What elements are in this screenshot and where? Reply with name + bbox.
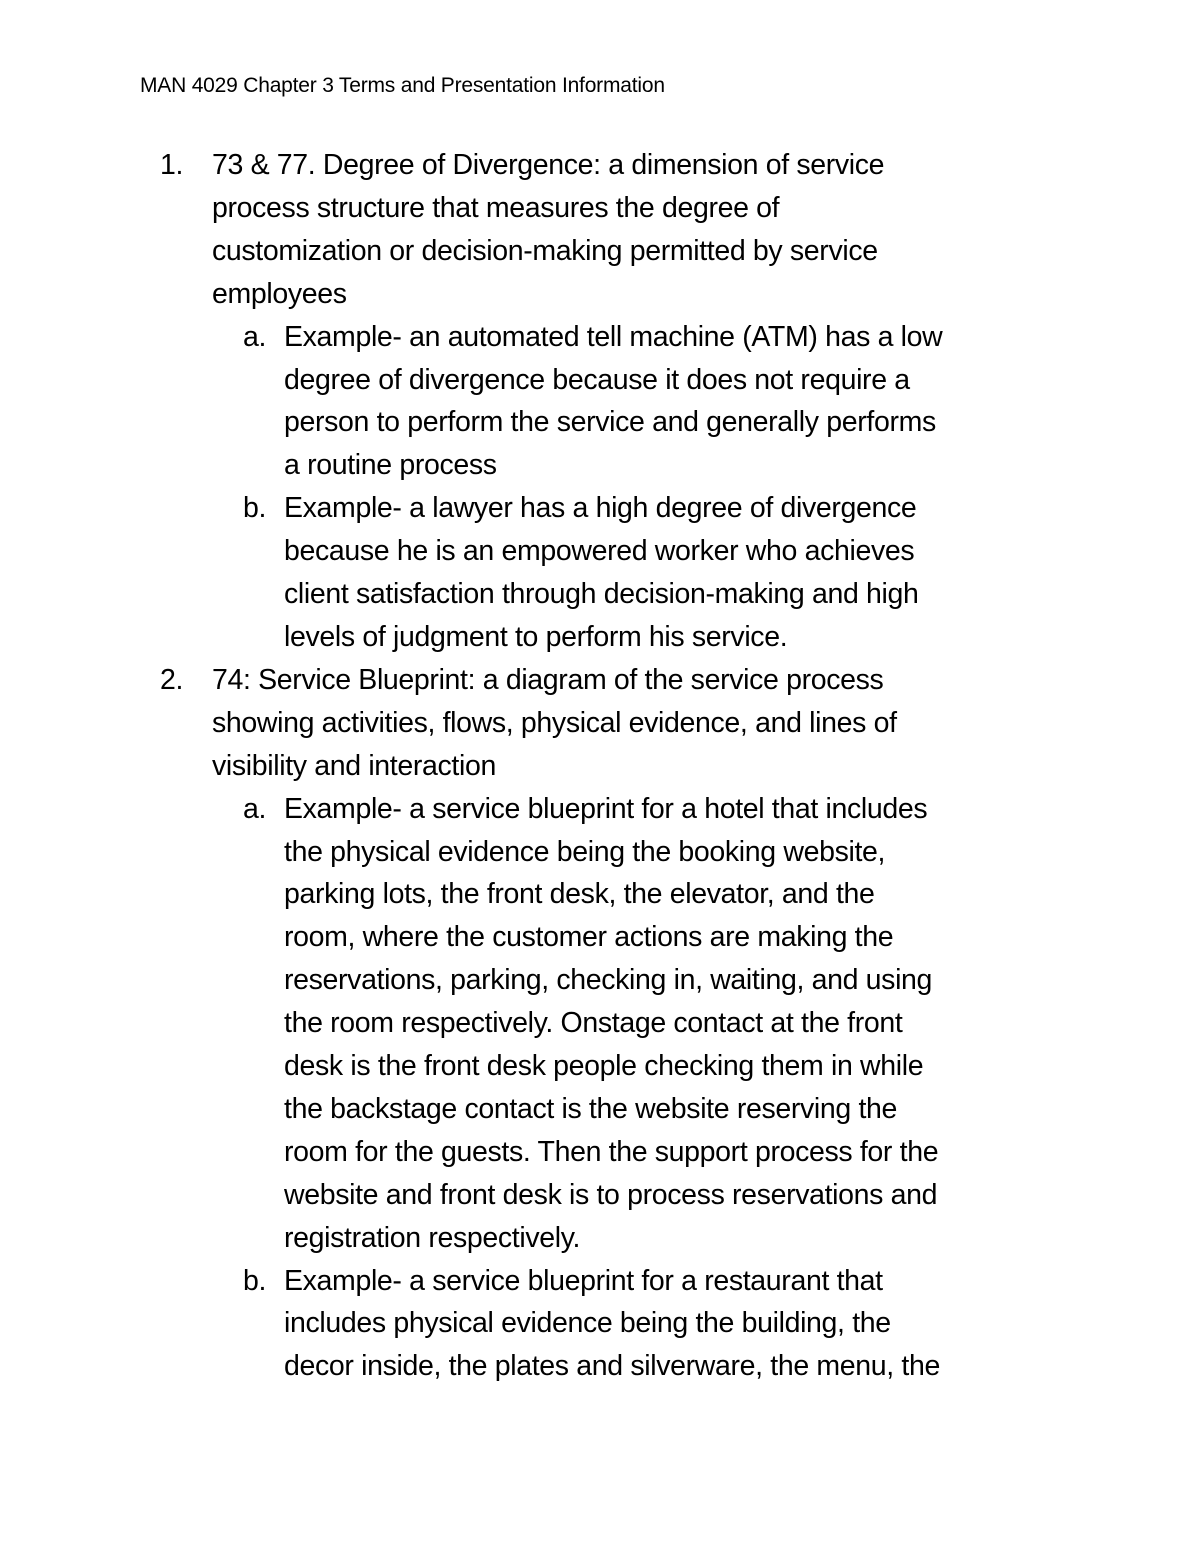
sub-item-1a [243,316,1060,488]
text-line: Example- a lawyer has a high degree of divergence [284,492,917,525]
text-line: reservations, parking, checking in, waiting, and using [284,964,933,997]
text-line: Example- a service blueprint for a hotel that includes [284,792,928,825]
list-item-2 [160,659,1060,1388]
text-line: decor inside, the plates and silverware, the menu, the [284,1350,940,1383]
text-line: the room respectively. Onstage contact at the front [284,1007,903,1040]
text-line: desk is the front desk people checking them in while [284,1050,924,1083]
sub-list [243,788,1060,1389]
text-line: employees [212,277,347,310]
sub-marker: a. [243,792,267,825]
sub-item-2a [243,788,1060,1260]
list-marker: 1. [160,149,184,181]
sub-marker: b. [243,1264,267,1297]
text-line: room, where the customer actions are making the [284,921,894,954]
text-line: degree of divergence because it does not require a [284,363,910,396]
text-line: because he is an empowered worker who achieves [284,535,915,568]
text-line: room for the guests. Then the support process for the [284,1135,939,1168]
text-line: showing activities, flows, physical evidence, and lines of [212,706,897,739]
text-line: process structure that measures the degree of [212,191,780,224]
sub-marker: b. [243,492,267,525]
term-definition-degree-of-divergence [212,144,1060,316]
text-line: registration respectively. [284,1221,581,1254]
text-line: Example- an automated tell machine (ATM) has a low [284,320,943,353]
text-line: website and front desk is to process reservations and [284,1178,938,1211]
document-body [160,144,1060,1388]
text-line: the physical evidence being the booking website, [284,835,886,868]
sub-item-2b [243,1260,1060,1389]
example-hotel-blueprint [284,788,1060,1260]
text-line: visibility and interaction [212,749,496,782]
text-line: customization or decision-making permitted by service [212,234,878,267]
sub-marker: a. [243,320,267,353]
document-header: MAN 4029 Chapter 3 Terms and Presentation Information [140,74,665,97]
text-line: a routine process [284,449,497,482]
text-line: the backstage contact is the website reserving the [284,1092,898,1125]
list-marker: 2. [160,663,184,696]
example-restaurant-blueprint [284,1260,1060,1389]
text-line: Example- a service blueprint for a restaurant that [284,1264,883,1297]
text-line: levels of judgment to perform his service. [284,620,788,653]
text-line: parking lots, the front desk, the elevator, and the [284,878,875,911]
sub-item-1b [243,487,1060,659]
text-line: 74: Service Blueprint: a diagram of the service process [212,663,884,696]
list-item-1 [160,144,1060,659]
text-line: includes physical evidence being the building, the [284,1307,891,1340]
text-line: client satisfaction through decision-making and high [284,578,919,611]
text-line: 73 & 77. Degree of Divergence: a dimension of service [212,149,885,181]
term-definition-service-blueprint [212,659,1060,788]
sub-list [243,316,1060,659]
example-atm [284,316,1060,488]
text-line: person to perform the service and generally performs [284,406,936,439]
example-lawyer [284,487,1060,659]
